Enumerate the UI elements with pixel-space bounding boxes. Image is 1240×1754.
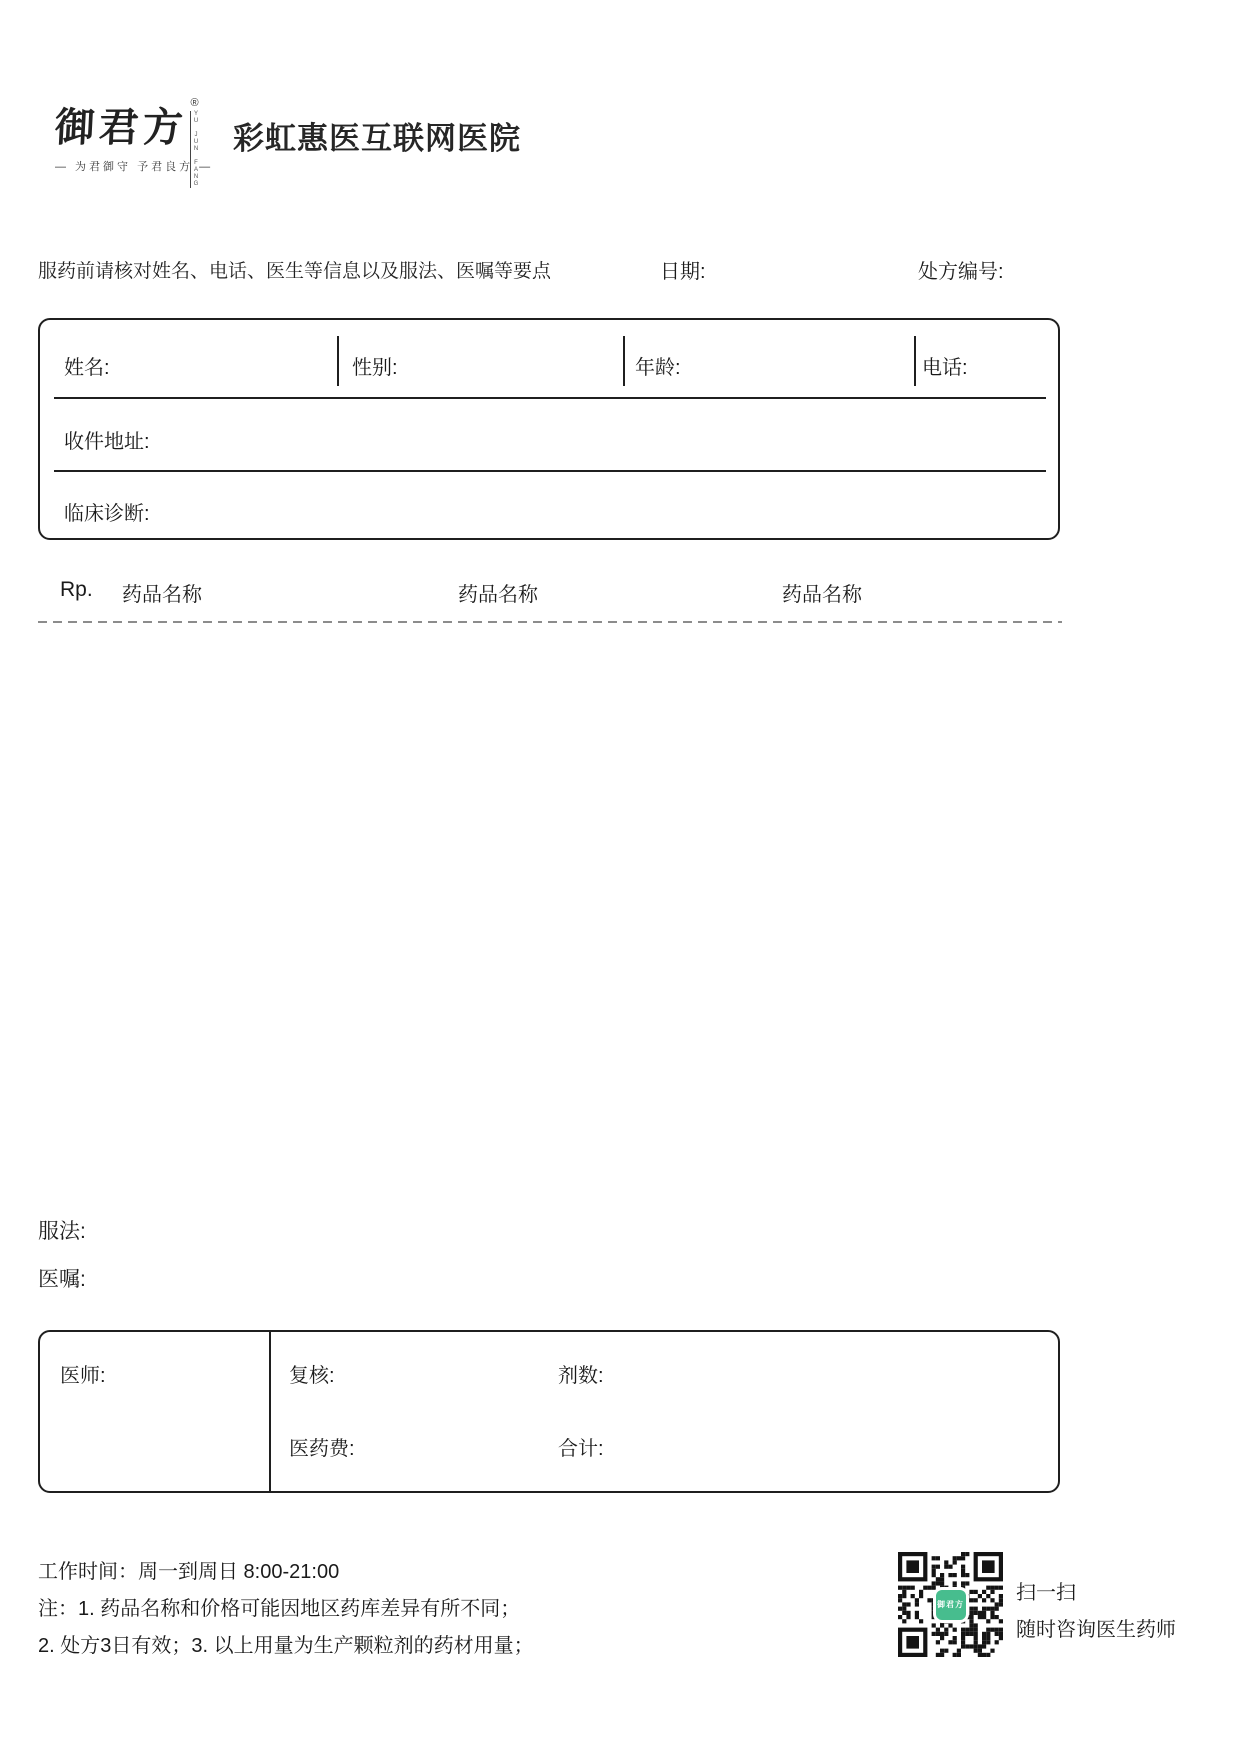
brand-logo bbox=[53, 96, 214, 188]
field-divider bbox=[269, 1332, 271, 1491]
registered-trademark-icon: ® bbox=[190, 97, 199, 109]
rp-label: Rp. bbox=[60, 578, 93, 601]
note-line-2: 2. 处方3日有效；3. 以上用量为生产颗粒剂的药材用量； bbox=[38, 1635, 534, 1657]
drug-column-header: 药品名称 bbox=[782, 584, 862, 606]
diagnosis-label: 临床诊断: bbox=[64, 503, 150, 525]
drug-column-header: 药品名称 bbox=[122, 584, 202, 606]
field-divider bbox=[337, 336, 339, 386]
signature-box bbox=[38, 1330, 1060, 1493]
medicine-fee-label: 医药费: bbox=[289, 1438, 355, 1460]
work-hours-text: 工作时间：周一到周日 8:00-21:00 bbox=[38, 1561, 340, 1583]
qr-center-logo: 御君方 bbox=[936, 1590, 966, 1620]
address-label: 收件地址: bbox=[64, 431, 150, 453]
dose-count-label: 剂数: bbox=[558, 1365, 604, 1387]
brand-slogan: — 为君御守 予君良方 — bbox=[55, 161, 214, 173]
review-label: 复核: bbox=[289, 1365, 335, 1387]
name-label: 姓名: bbox=[64, 357, 110, 379]
scan-hint-subtitle: 随时咨询医生药师 bbox=[1016, 1619, 1176, 1641]
row-divider bbox=[54, 397, 1046, 399]
drug-column-header: 药品名称 bbox=[458, 584, 538, 606]
physician-label: 医师: bbox=[60, 1365, 106, 1387]
brand-name: 御君方 bbox=[53, 105, 189, 150]
patient-info-box bbox=[38, 318, 1060, 540]
rx-number-label: 处方编号: bbox=[918, 261, 1004, 283]
brand-name-en: YU JUN FANG bbox=[190, 111, 199, 188]
hospital-title: 彩虹惠医互联网医院 bbox=[233, 121, 521, 156]
scan-hint-title: 扫一扫 bbox=[1016, 1582, 1076, 1604]
phone-label: 电话: bbox=[922, 357, 968, 379]
total-label: 合计: bbox=[558, 1438, 604, 1460]
usage-label: 服法: bbox=[38, 1220, 86, 1243]
field-divider bbox=[914, 336, 916, 386]
row-divider bbox=[54, 470, 1046, 472]
notice-text: 服药前请核对姓名、电话、医生等信息以及服法、医嘱等要点 bbox=[38, 261, 552, 282]
field-divider bbox=[623, 336, 625, 386]
note-line-1: 注：1. 药品名称和价格可能因地区药库差异有所不同； bbox=[38, 1598, 521, 1620]
advice-label: 医嘱: bbox=[38, 1268, 86, 1291]
dashed-separator bbox=[38, 621, 1062, 623]
qr-code bbox=[898, 1552, 1003, 1657]
date-label: 日期: bbox=[660, 261, 706, 283]
gender-label: 性别: bbox=[352, 357, 398, 379]
age-label: 年龄: bbox=[635, 357, 681, 379]
